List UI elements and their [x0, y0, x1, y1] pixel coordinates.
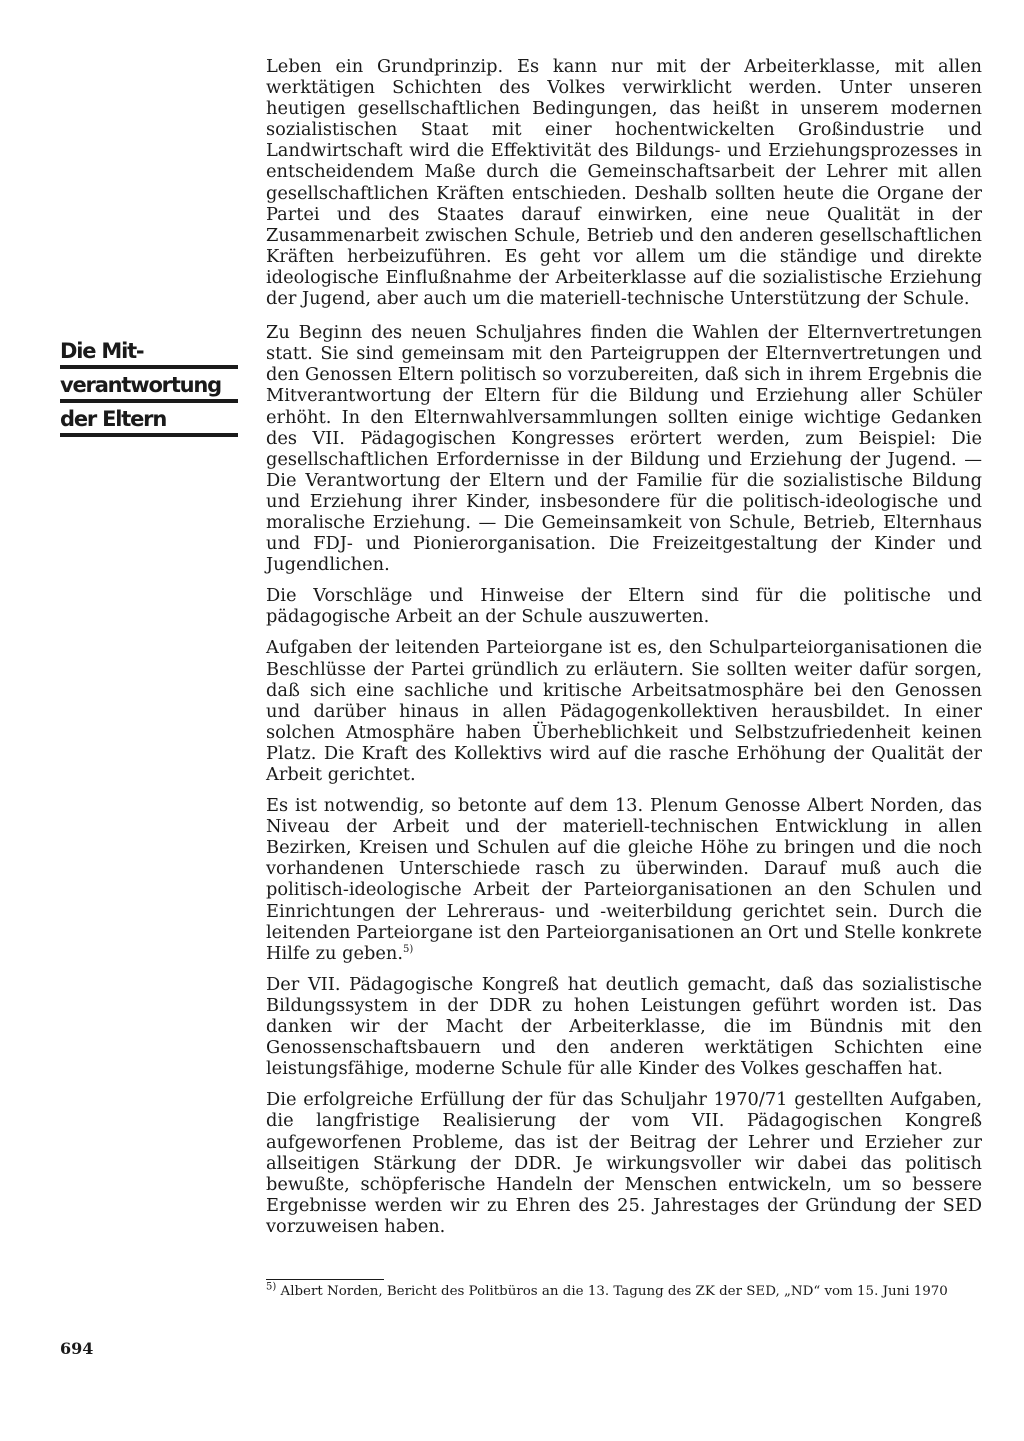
paragraph: Die Vorschläge und Hinweise der Eltern sind für die politische und pädagogische Arbeit an der Schule auszuwerten.	[266, 585, 982, 628]
paragraph: Zu Beginn des neuen Schuljahres finden die Wahlen der Elternvertretungen statt. Sie sind gemeinsam mit den Parteigruppen der Elternvertretungen und den Genossen Eltern politisch so vorzubereiten, daß sich in ihrem Ergebnis die Mitverantwortung der Eltern für die Bildung und Erziehung aller Schüler erhöht. In den Elternwahlversammlungen sollten einige wichtige Gedanken des VII. Pädagogischen Kongresses erörtert werden, zum Beispiel: Die gesellschaftlichen Erfordernisse in der Bildung und Erziehung der Jugend. — Die Verantwortung der Eltern und der Familie für die sozialistische Bildung und Erziehung ihrer Kinder, insbesondere für die politisch-ideologische und moralische Erziehung. — Die Gemeinsamkeit von Schule, Betrieb, Elternhaus und FDJ- und Pionierorganisation. Die Freizeitgestaltung der Kinder und Jugendlichen.	[266, 322, 982, 576]
paragraph: Leben ein Grundprinzip. Es kann nur mit der Arbeiterklasse, mit allen werktätigen Schichten des Volkes verwirklicht werden. Unter unseren heutigen gesellschaftlichen Bedingungen, das heißt in unserem modernen sozialistischen Staat mit einer hochentwickelten Großindustrie und Landwirtschaft wird die Effektivität des Bildungs- und Erziehungsprozesses in entscheidendem Maße durch die Gemeinschaftsarbeit der Lehrer mit allen gesellschaftlichen Kräften entschieden. Deshalb sollten heute die Organe der Partei und des Staates darauf einwirken, eine neue Qualität in der Zusammenarbeit zwischen Schule, Betrieb und den anderen gesellschaftlichen Kräften herbeizuführen. Es geht vor allem um die ständige und direkte ideologische Einflußnahme der Arbeiterklasse auf die sozialistische Erziehung der Jugend, aber auch um die materiell-technische Unterstützung der Schule.	[266, 56, 982, 310]
body-text	[266, 56, 982, 1247]
paragraph-text: Es ist notwendig, so betonte auf dem 13. Plenum Genosse Albert Norden, das Niveau der Arbeit und der materiell-technischen Entwicklung in allen Bezirken, Kreisen und Schulen auf die gleiche Höhe zu bringen und die noch vorhandenen Unterschiede rasch zu überwinden. Darauf muß auch die politisch-ideologische Arbeit der Parteiorganisationen an den Schulen und Einrichtungen der Lehreraus- und -weiterbildung gerichtet sein. Durch die leitenden Parteiorgane ist den Parteiorganisationen an Ort und Stelle konkrete Hilfe zu geben.	[266, 795, 982, 964]
margin-heading-line: der Eltern	[60, 408, 238, 437]
footnote-text: Albert Norden, Bericht des Politbüros an die 13. Tagung des ZK der SED, „ND“ vom 15. Juni 1970	[280, 1284, 948, 1299]
footnote-reference: 5)	[403, 943, 414, 955]
page-number: 694	[60, 1339, 94, 1358]
margin-heading-line: Die Mit-	[60, 340, 238, 369]
margin-heading	[60, 340, 238, 442]
footnote-divider	[266, 1279, 384, 1280]
paragraph	[266, 795, 982, 964]
paragraph: Der VII. Pädagogische Kongreß hat deutlich gemacht, daß das sozialistische Bildungssystem in der DDR zu hohen Leistungen geführt worden ist. Das danken wir der Macht der Arbeiterklasse, die im Bündnis mit den Genossenschaftsbauern und den anderen werktätigen Schichten eine leistungsfähige, moderne Schule für alle Kinder des Volkes geschaffen hat.	[266, 973, 982, 1080]
paragraph: Die erfolgreiche Erfüllung der für das Schuljahr 1970/71 gestellten Aufgaben, die langfristige Realisierung der vom VII. Pädagogischen Kongreß aufgeworfenen Probleme, das ist der Beitrag der Lehrer und Erzieher zur allseitigen Stärkung der DDR. Je wirkungsvoller wir dabei das politisch bewußte, schöpferische Handeln der Menschen entwickeln, um so bessere Ergebnisse werden wir zu Ehren des 25. Jahrestages der Gründung der SED vorzuweisen haben.	[266, 1089, 982, 1237]
margin-heading-line: verantwortung	[60, 374, 238, 403]
footnote-marker: 5)	[266, 1281, 277, 1293]
footnote	[266, 1281, 982, 1300]
paragraph: Aufgaben der leitenden Parteiorgane ist es, den Schulparteiorganisationen die Beschlüsse der Partei gründlich zu erläutern. Sie sollten weiter dafür sorgen, daß sich eine sachliche und kritische Arbeitsatmosphäre bei den Genossen und darüber hinaus in allen Pädagogenkollektiven herausbildet. In einer solchen Atmosphäre haben Überheblichkeit und Selbstzufriedenheit keinen Platz. Die Kraft des Kollektivs wird auf die rasche Erhöhung der Qualität der Arbeit gerichtet.	[266, 637, 982, 785]
